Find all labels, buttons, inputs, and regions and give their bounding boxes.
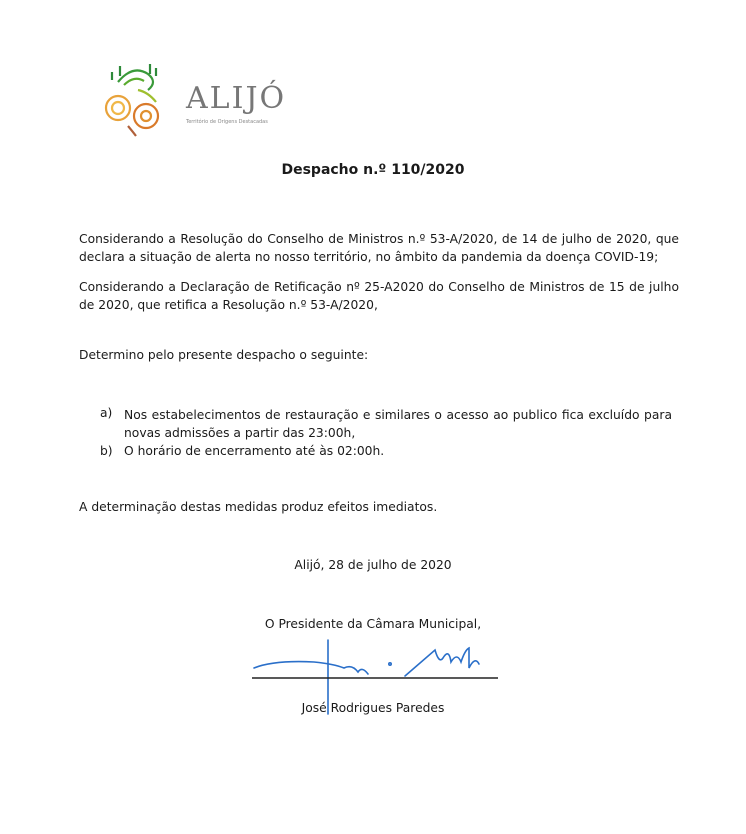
document-title: Despacho n.º 110/2020: [281, 162, 465, 178]
place-date: Alijó, 28 de julho de 2020: [294, 558, 452, 572]
item-a-marker: a): [100, 406, 113, 420]
effects-text: A determinação destas medidas produz efeitos imediatos.: [79, 500, 438, 514]
svg-text:Território de Origens Destacad: Território de Origens Destacadas: [186, 119, 268, 125]
paragraph-resolution: Considerando a Resolução do Conselho de Ministros n.º 53-A/2020, de 14 de julho de 2020, que declara a situação de alerta no nosso território, no âmbito da pandemia da doença COVID-19;: [79, 232, 679, 264]
paragraph-declaration: Considerando a Declaração de Retificação nº 25-A2020 do Conselho de Ministros de 15 de julho de 2020, que retifica a Resolução n.º 53-A/2020,: [79, 280, 679, 312]
item-b-text: O horário de encerramento até às 02:00h.: [124, 444, 385, 458]
item-b-marker: b): [100, 444, 113, 458]
svg-text:ALIJÓ: ALIJÓ: [186, 81, 287, 116]
item-a-text: Nos estabelecimentos de restauração e similares o acesso ao publico fica excluído para novas admissões a partir das 23:00h,: [124, 408, 672, 440]
determino-text: Determino pelo presente despacho o seguinte:: [79, 348, 369, 362]
signatory-name: José Rodrigues Paredes: [301, 701, 445, 715]
signatory-role: O Presidente da Câmara Municipal,: [264, 617, 482, 631]
alijo-logo: [98, 60, 298, 138]
